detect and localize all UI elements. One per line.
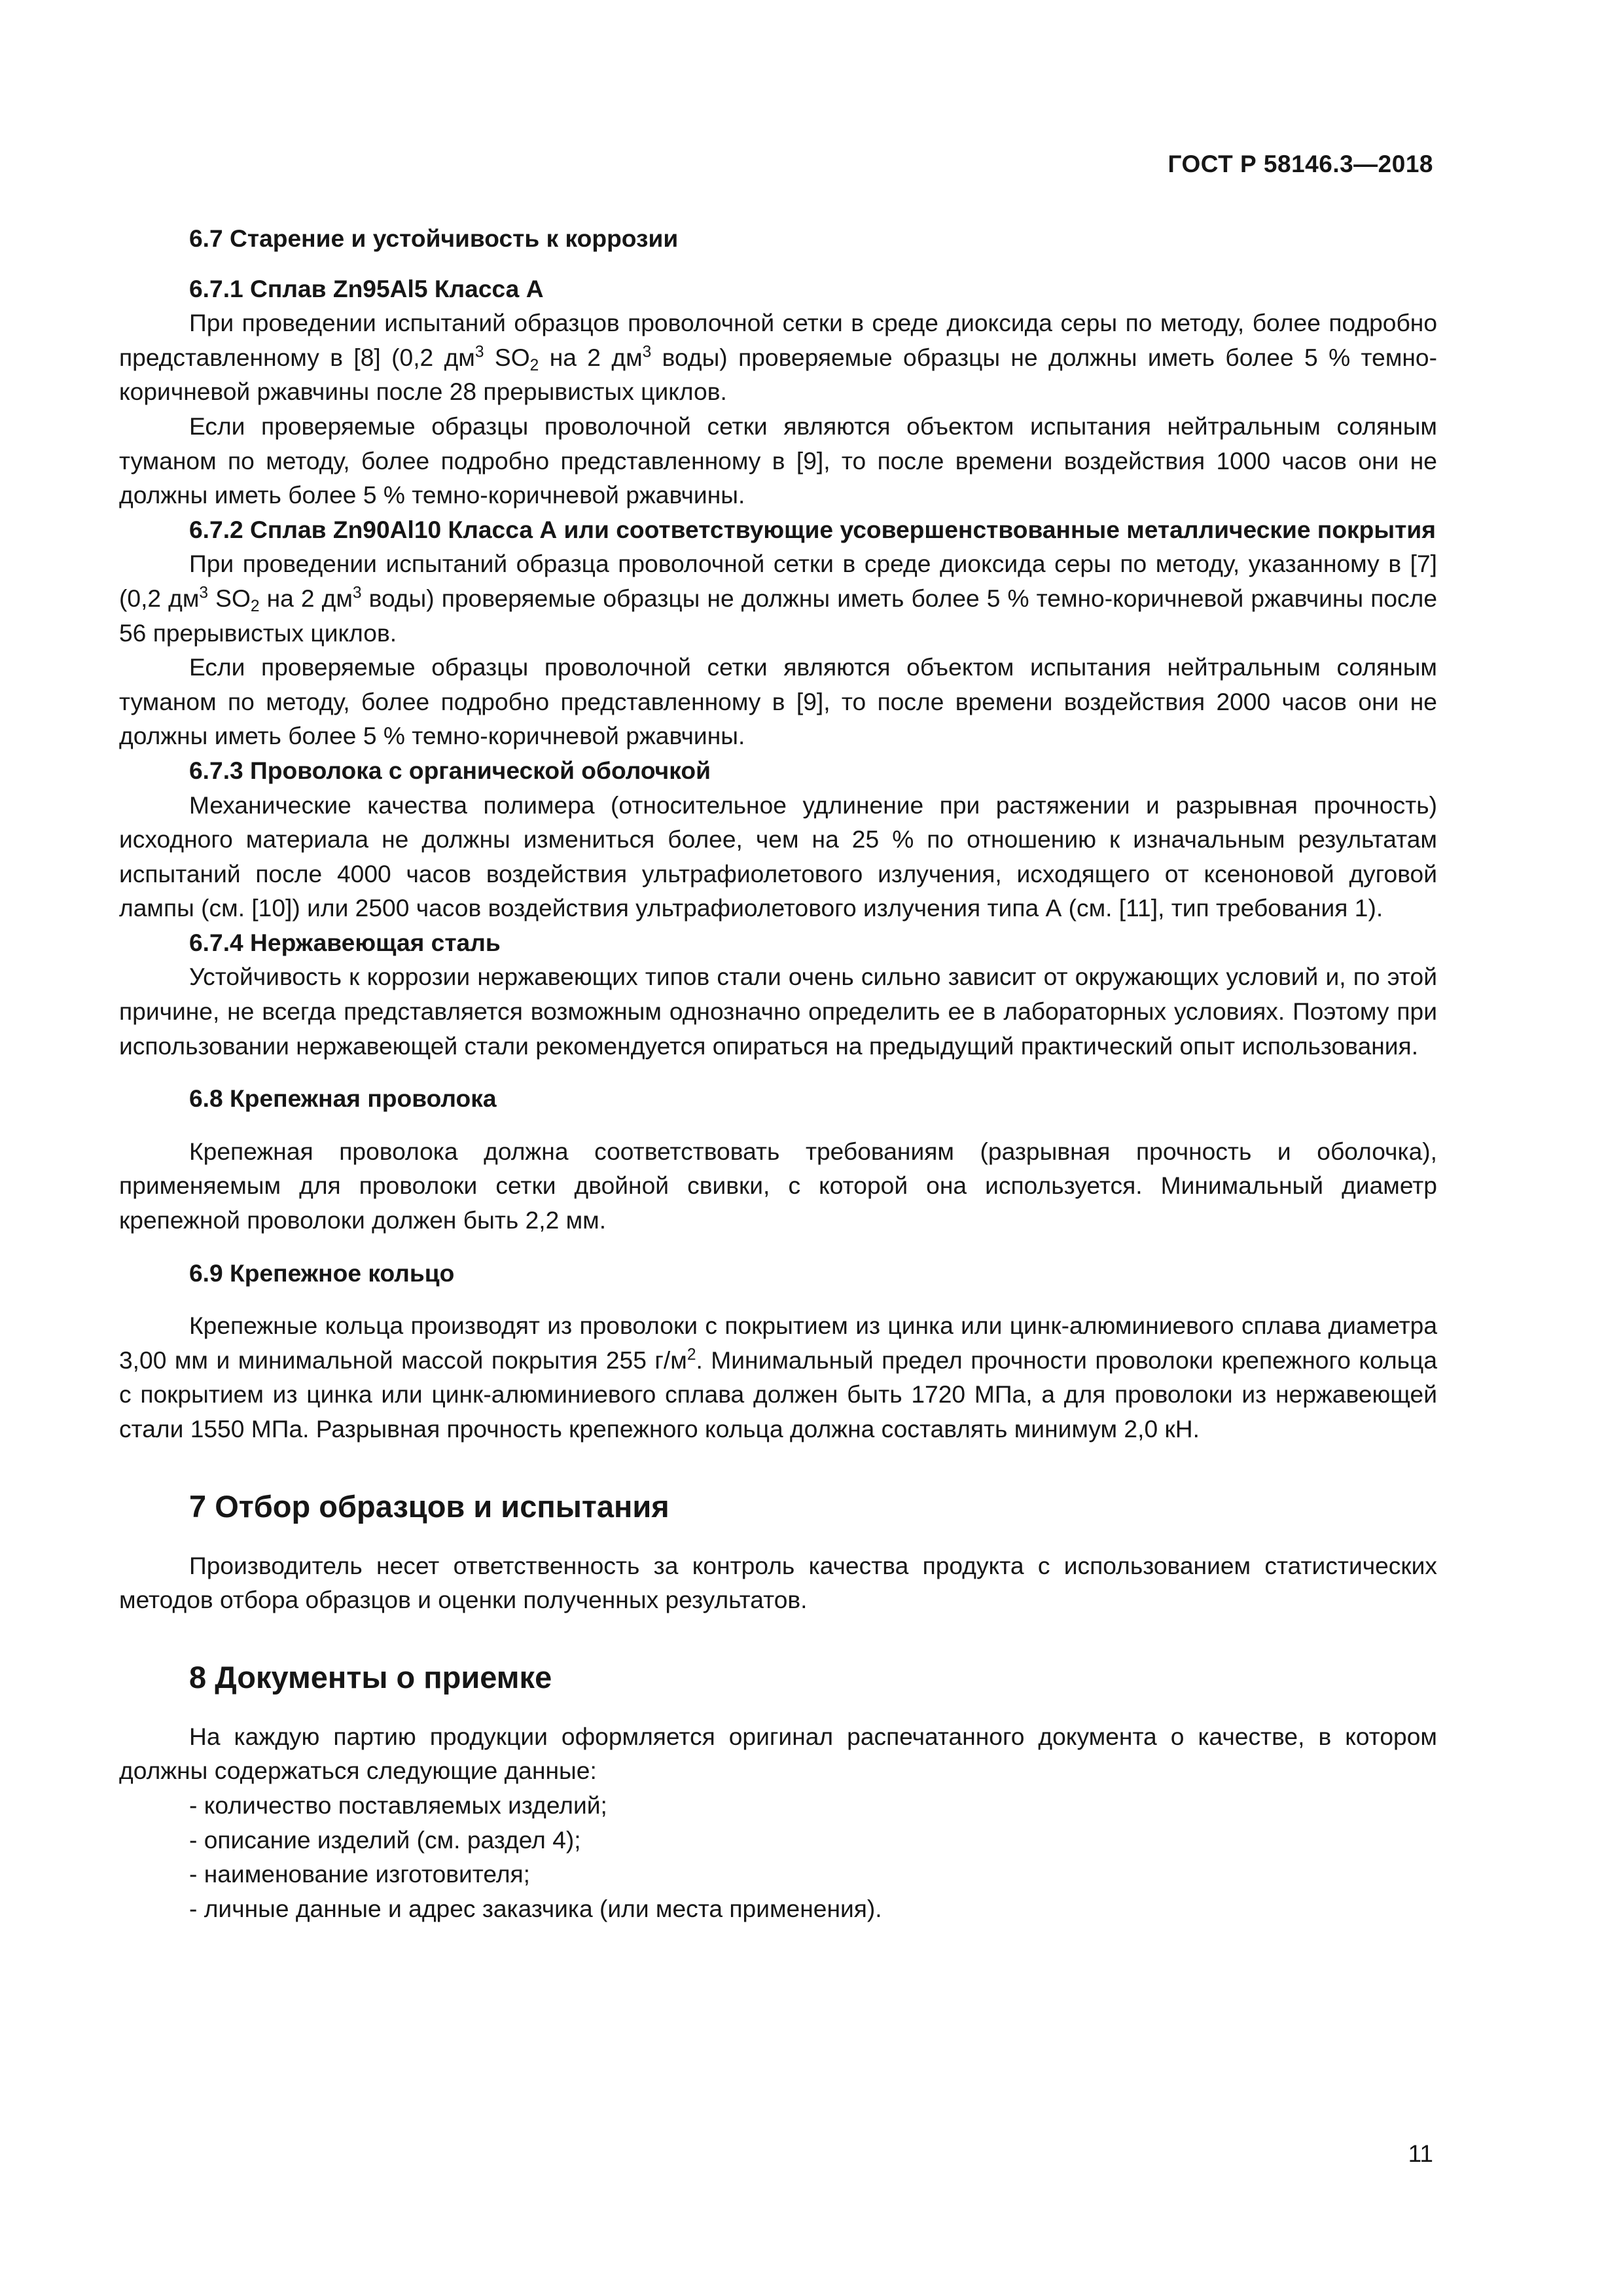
section-6-7-3-paragraph-1: Механические качества полимера (относительное удлинение при растяжении и разрывная прочность) исходного материала не должны измениться более, чем на 25 % по отношению к изначальным результатам испытаний после 4000 часов воздействия ультрафиолетового излучения, исходящего от ксеноновой дуговой лампы (см. [10]) или 2500 часов воздействия ультрафиолетового излучения типа А (см. [11], тип требования 1). <box>119 791 1437 922</box>
section-8-paragraph-1: На каждую партию продукции оформляется оригинал распечатанного документа о качестве, в котором должны содержаться следующие данные: <box>119 1722 1437 1785</box>
document-body <box>119 221 1437 1926</box>
section-7-title: 7 Отбор образцов и испытания <box>189 1488 669 1524</box>
section-6-7-1-title: 6.7.1 Сплав Zn95Al5 Класса А <box>189 274 544 302</box>
section-6-8-paragraph-1: Крепежная проволока должна соответствовать требованиям (разрывная прочность и оболочка), применяемым для проволоки сетки двойной свивки, с которой она используется. Минимальный диаметр крепежной проволоки должен быть 2,2 мм. <box>119 1137 1437 1234</box>
section-6-9-paragraph-1: Крепежные кольца производят из проволоки с покрытием из цинка или цинк-алюминиевого сплава диаметра 3,00 мм и минимальной массой покрытия 255 $г/м^2$. Минимальный предел прочности проволоки крепежного кольца с покрытием из цинка или цинк-алюминиевого сплава должен быть 1720 МПа, а для проволоки из нержавеющей стали 1550 МПа. Разрывная прочность крепежного кольца должна составлять минимум 2,0 кН. <box>119 1312 1437 1443</box>
section-6-7-4-title: 6.7.4 Нержавеющая сталь <box>189 928 501 956</box>
document-header: ГОСТ Р 58146.3—2018 <box>1168 151 1433 177</box>
list-item: - личные данные и адрес заказчика (или места применения). <box>189 1892 1437 1926</box>
section-6-9-title: 6.9 Крепежное кольцо <box>189 1259 455 1287</box>
section-6-8-title: 6.8 Крепежная проволока <box>189 1085 497 1113</box>
section-6-7-4-paragraph-1: Устойчивость к коррозии нержавеющих типов стали очень сильно зависит от окружающих условий и, по этой причине, не всегда представляется возможным однозначно определить ее в лабораторных условиях. Поэтому при использовании нержавеющей стали рекомендуется опираться на предыдущий практический опыт использования. <box>119 963 1437 1060</box>
section-7-paragraph-1: Производитель несет ответственность за контроль качества продукта с использованием статистических методов отбора образцов и оценки полученных результатов. <box>119 1551 1437 1614</box>
section-6-7-2-paragraph-1: При проведении испытаний образца проволочной сетки в среде диоксида серы по методу, указанному в [7] (0,2 $дм^3$ $SO_2$ на 2 $дм^3$ воды) проверяемые образцы не должны иметь более 5 % темно-коричневой ржавчины после 56 прерывистых циклов. <box>119 550 1438 647</box>
section-6-7-2-paragraph-2: Если проверяемые образцы проволочной сетки являются объектом испытания нейтральным соляным туманом по методу, более подробно представленному в [9], то после времени воздействия 2000 часов они не должны иметь более 5 % темно-коричневой ржавчины. <box>119 653 1437 750</box>
section-8-title: 8 Документы о приемке <box>189 1659 552 1695</box>
list-item: - наименование изготовителя; <box>189 1857 1437 1892</box>
section-6-7-1-paragraph-1: При проведении испытаний образцов проволочной сетки в среде диоксида серы по методу, более подробно представленному в [8] (0,2 $дм^3$ $SO_2$ на 2 $дм^3$ воды) проверяемые образцы не должны иметь более 5 % темно-коричневой ржавчины после 28 прерывистых циклов. <box>119 309 1437 406</box>
section-6-7-2-title: 6.7.2 Сплав Zn90Al10 Класса А или соответствующие усовершенствованные металлические покрытия <box>189 515 1436 543</box>
list-item: - количество поставляемых изделий; <box>189 1788 1437 1823</box>
list-item: - описание изделий (см. раздел 4); <box>189 1823 1437 1857</box>
acceptance-data-list <box>119 1788 1437 1926</box>
page-number: 11 <box>1408 2140 1433 2167</box>
section-6-7-1-paragraph-2: Если проверяемые образцы проволочной сетки являются объектом испытания нейтральным соляным туманом по методу, более подробно представленному в [9], то после времени воздействия 1000 часов они не должны иметь более 5 % темно-коричневой ржавчины. <box>119 412 1437 509</box>
section-6-7-title: 6.7 Старение и устойчивость к коррозии <box>189 224 679 252</box>
section-6-7-3-title: 6.7.3 Проволока с органической оболочкой <box>189 756 711 784</box>
